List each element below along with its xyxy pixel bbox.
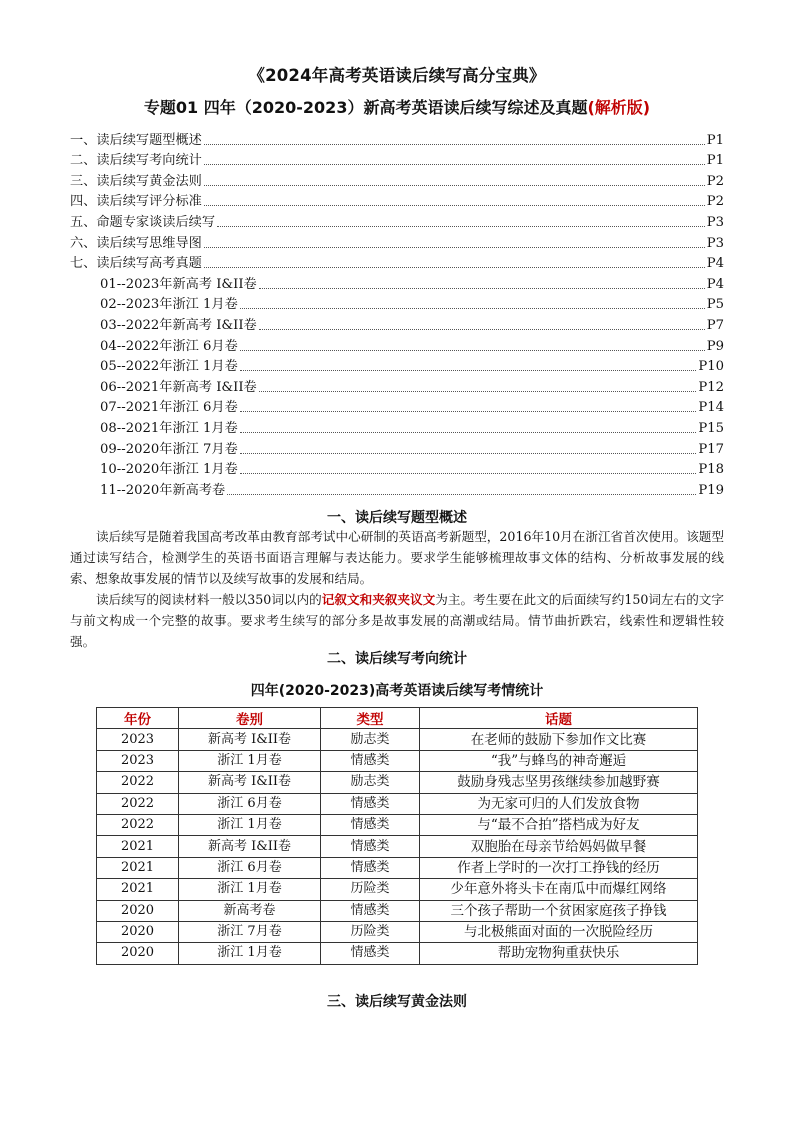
table-row <box>97 814 698 835</box>
toc-leader-dots <box>240 349 705 351</box>
toc-page-number: P17 <box>698 441 724 457</box>
toc-entry-label: 一、读后续写题型概述 <box>70 132 202 148</box>
toc-leader-dots <box>240 431 697 433</box>
toc-entry-label: 01--2023年新高考 I&II卷 <box>100 276 257 292</box>
toc-entry-label: 07--2021年浙江 6月卷 <box>100 400 238 416</box>
cell-topic: 鼓励身残志坚男孩继续参加越野赛 <box>420 772 698 793</box>
para2-text-b: 为主。考生要在此文的后面续写约150词左右的文字与前文构成一个完整的故事。要求考生续写的部分多是故事发展的高潮或结局。情节曲折跌宕，线索性和逻辑性较强。 <box>70 592 725 649</box>
cell-paper: 浙江 1月卷 <box>179 814 321 835</box>
toc-page-number: P4 <box>706 256 724 272</box>
toc-entry-label: 四、读后续写评分标准 <box>70 194 202 210</box>
toc-entry-label: 03--2022年新高考 I&II卷 <box>100 317 257 333</box>
cell-topic: 双胞胎在母亲节给妈妈做早餐 <box>420 836 698 857</box>
cell-paper: 浙江 7月卷 <box>179 921 321 942</box>
section-1-paragraph-1: 读后续写是随着我国高考改革由教育部考试中心研制的英语高考新题型，2016年10月在浙江省首次使用。该题型通过读写结合，检测学生的英语书面语言理解与表达能力。要求学生能够梳理故事文体的结构、分析故事发展的线索、想象故事发展的情节以及续写故事的发展和结局。 <box>70 529 724 586</box>
toc-entry[interactable] <box>70 169 724 190</box>
toc-page-number: P12 <box>698 379 724 395</box>
section-3-heading: 三、读后续写黄金法则 <box>327 994 467 1010</box>
cell-topic: 少年意外将头卡在南瓜中而爆红网络 <box>420 879 698 900</box>
toc-leader-dots <box>259 390 697 392</box>
toc-entry-label: 08--2021年浙江 1月卷 <box>100 420 238 436</box>
toc-sub-entry[interactable] <box>70 375 724 396</box>
toc-page-number: P2 <box>706 194 724 210</box>
subtitle-edition-tag: (解析版) <box>587 98 651 117</box>
cell-year: 2021 <box>97 857 179 878</box>
toc-entry[interactable] <box>70 149 724 170</box>
cell-paper: 新高考 I&II卷 <box>179 772 321 793</box>
document-subtitle <box>0 95 794 118</box>
cell-type: 励志类 <box>321 729 420 750</box>
cell-year: 2022 <box>97 772 179 793</box>
table-header-row <box>97 708 698 729</box>
toc-page-number: P1 <box>706 153 724 169</box>
section-1-heading: 一、读后续写题型概述 <box>327 510 467 526</box>
toc-leader-dots <box>204 163 705 165</box>
cell-paper: 新高考 I&II卷 <box>179 729 321 750</box>
cell-paper: 浙江 1月卷 <box>179 750 321 771</box>
toc-leader-dots <box>227 493 696 495</box>
toc-sub-entry[interactable] <box>70 396 724 417</box>
toc-leader-dots <box>240 472 697 474</box>
cell-paper: 浙江 1月卷 <box>179 943 321 964</box>
toc-page-number: P9 <box>706 338 724 354</box>
toc-entry[interactable] <box>70 128 724 149</box>
toc-entry-label: 05--2022年浙江 1月卷 <box>100 359 238 375</box>
cell-topic: 与“最不合拍”搭档成为好友 <box>420 814 698 835</box>
table-row <box>97 729 698 750</box>
toc-entry-label: 10--2020年浙江 1月卷 <box>100 462 238 478</box>
exam-stats-table <box>96 707 698 965</box>
toc-entry-label: 六、读后续写思维导图 <box>70 235 202 251</box>
toc-sub-entry[interactable] <box>70 458 724 479</box>
section-2-heading: 二、读后续写考向统计 <box>327 651 467 667</box>
table-row <box>97 793 698 814</box>
cell-year: 2023 <box>97 750 179 771</box>
table-row <box>97 750 698 771</box>
cell-topic: 三个孩子帮助一个贫困家庭孩子挣钱 <box>420 900 698 921</box>
cell-paper: 新高考卷 <box>179 900 321 921</box>
cell-topic: 作者上学时的一次打工挣钱的经历 <box>420 857 698 878</box>
toc-leader-dots <box>240 369 697 371</box>
cell-year: 2020 <box>97 921 179 942</box>
cell-topic: 与北极熊面对面的一次脱险经历 <box>420 921 698 942</box>
toc-sub-entry[interactable] <box>70 313 724 334</box>
table-row <box>97 879 698 900</box>
toc-entry[interactable] <box>70 210 724 231</box>
cell-year: 2022 <box>97 793 179 814</box>
toc-page-number: P2 <box>706 173 724 189</box>
cell-type: 情感类 <box>321 943 420 964</box>
toc-page-number: P5 <box>706 297 724 313</box>
table-row <box>97 921 698 942</box>
cell-year: 2020 <box>97 900 179 921</box>
toc-page-number: P10 <box>698 359 724 375</box>
cell-type: 情感类 <box>321 814 420 835</box>
cell-year: 2021 <box>97 836 179 857</box>
toc-page-number: P15 <box>698 420 724 436</box>
cell-year: 2023 <box>97 729 179 750</box>
table-row <box>97 772 698 793</box>
toc-leader-dots <box>240 452 697 454</box>
toc-sub-entry[interactable] <box>70 478 724 499</box>
cell-year: 2021 <box>97 879 179 900</box>
toc-page-number: P4 <box>706 276 724 292</box>
cell-type: 历险类 <box>321 879 420 900</box>
section-1-paragraph-2 <box>70 589 724 652</box>
toc-entry-label: 三、读后续写黄金法则 <box>70 173 202 189</box>
cell-topic: “我”与蜂鸟的神奇邂逅 <box>420 750 698 771</box>
table-row <box>97 836 698 857</box>
toc-leader-dots <box>204 266 705 268</box>
subtitle-main: 专题01 四年（2020-2023）新高考英语读后续写综述及真题 <box>143 98 588 117</box>
toc-leader-dots <box>204 246 705 248</box>
cell-type: 励志类 <box>321 772 420 793</box>
table-row <box>97 900 698 921</box>
cell-paper: 浙江 1月卷 <box>179 879 321 900</box>
toc-entry-label: 二、读后续写考向统计 <box>70 153 202 169</box>
toc-entry[interactable] <box>70 252 724 273</box>
toc-leader-dots <box>259 287 705 289</box>
toc-entry-label: 09--2020年浙江 7月卷 <box>100 441 238 457</box>
toc-leader-dots <box>204 184 705 186</box>
toc-entry-label: 五、命题专家谈读后续写 <box>70 214 216 230</box>
cell-type: 情感类 <box>321 900 420 921</box>
toc-entry[interactable] <box>70 231 724 252</box>
cell-paper: 浙江 6月卷 <box>179 857 321 878</box>
toc-sub-entry[interactable] <box>70 355 724 376</box>
column-header: 卷别 <box>179 708 321 729</box>
stats-table-title: 四年(2020-2023)高考英语读后续写考情统计 <box>250 683 544 699</box>
cell-topic: 在老师的鼓励下参加作文比赛 <box>420 729 698 750</box>
cell-topic: 为无家可归的人们发放食物 <box>420 793 698 814</box>
cell-topic: 帮助宠物狗重获快乐 <box>420 943 698 964</box>
toc-page-number: P18 <box>698 462 724 478</box>
toc-entry-label: 11--2020年新高考卷 <box>100 482 226 498</box>
table-row <box>97 857 698 878</box>
cell-type: 情感类 <box>321 836 420 857</box>
toc-sub-entry[interactable] <box>70 437 724 458</box>
para2-highlight: 记叙文和夹叙夹议文 <box>321 592 436 607</box>
para2-text-a: 读后续写的阅读材料一般以350词以内的 <box>96 592 322 607</box>
toc-sub-entry[interactable] <box>70 272 724 293</box>
toc-leader-dots <box>240 410 697 412</box>
toc-page-number: P3 <box>706 235 724 251</box>
toc-entry-label: 七、读后续写高考真题 <box>70 256 202 272</box>
cell-type: 情感类 <box>321 793 420 814</box>
toc-page-number: P19 <box>698 482 724 498</box>
toc-page-number: P1 <box>706 132 724 148</box>
table-of-contents <box>70 128 724 499</box>
cell-type: 历险类 <box>321 921 420 942</box>
toc-leader-dots <box>204 204 705 206</box>
column-header: 年份 <box>97 708 179 729</box>
toc-leader-dots <box>204 143 705 145</box>
toc-sub-entry[interactable] <box>70 416 724 437</box>
cell-type: 情感类 <box>321 857 420 878</box>
column-header: 话题 <box>420 708 698 729</box>
cell-paper: 浙江 6月卷 <box>179 793 321 814</box>
toc-entry-label: 02--2023年浙江 1月卷 <box>100 297 238 313</box>
cell-paper: 新高考 I&II卷 <box>179 836 321 857</box>
cell-type: 情感类 <box>321 750 420 771</box>
toc-entry-label: 04--2022年浙江 6月卷 <box>100 338 238 354</box>
toc-page-number: P14 <box>698 400 724 416</box>
table-row <box>97 943 698 964</box>
toc-page-number: P3 <box>706 214 724 230</box>
toc-leader-dots <box>240 307 705 309</box>
toc-sub-entry[interactable] <box>70 334 724 355</box>
toc-page-number: P7 <box>706 317 724 333</box>
toc-entry-label: 06--2021年新高考 I&II卷 <box>100 379 257 395</box>
toc-leader-dots <box>217 225 705 227</box>
toc-entry[interactable] <box>70 190 724 211</box>
column-header: 类型 <box>321 708 420 729</box>
document-title: 《2024年高考英语读后续写高分宝典》 <box>248 66 546 85</box>
cell-year: 2022 <box>97 814 179 835</box>
toc-sub-entry[interactable] <box>70 293 724 314</box>
cell-year: 2020 <box>97 943 179 964</box>
toc-leader-dots <box>259 328 705 330</box>
